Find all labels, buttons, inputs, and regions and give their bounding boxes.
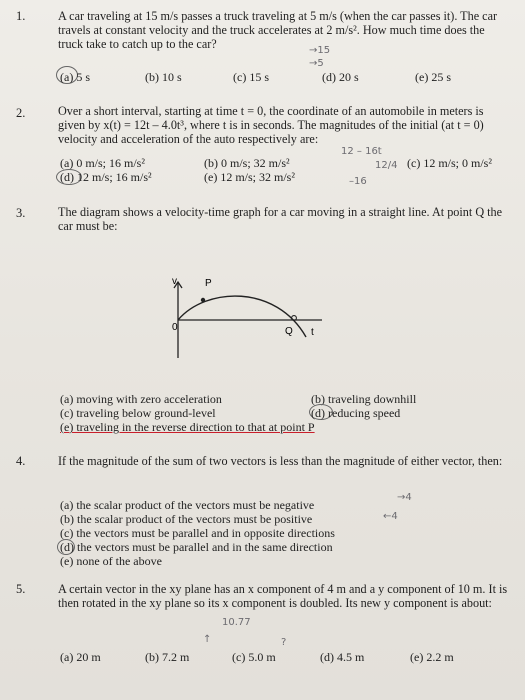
option-e: (e) none of the above — [60, 554, 162, 568]
axis-t-label: t — [311, 327, 314, 338]
handwritten-note: 12/4 — [375, 160, 398, 171]
option-d: (d) the vectors must be parallel and in the same direction — [60, 540, 333, 554]
handwritten-note: ←4 — [383, 511, 398, 522]
option-d: (d) reducing speed — [311, 406, 401, 420]
point-p-label: P — [205, 278, 212, 289]
option-e: (e) 12 m/s; 32 m/s² — [204, 170, 295, 184]
axis-v-label: v — [172, 276, 177, 287]
question-text: The diagram shows a velocity-time graph for a car moving in a straight line. At point Q the car must be: — [58, 205, 503, 233]
question-number: 2. — [16, 106, 26, 120]
question-text: If the magnitude of the sum of two vectors is less than the magnitude of either vector, then: — [58, 454, 503, 468]
question-number: 1. — [16, 9, 26, 23]
handwritten-note: ↑ — [203, 634, 212, 645]
option-e: (e) 25 s — [415, 70, 451, 84]
option-d: (d) 12 m/s; 16 m/s² — [60, 170, 152, 184]
option-d: (d) 20 s — [322, 70, 359, 84]
handwritten-note: →4 — [397, 492, 412, 503]
option-b: (b) 7.2 m — [145, 650, 190, 664]
option-c: (c) the vectors must be parallel and in opposite directions — [60, 526, 335, 540]
question-number: 5. — [16, 582, 26, 596]
option-c: (c) 5.0 m — [232, 650, 276, 664]
option-a: (a) 5 s — [60, 70, 90, 84]
point-p — [201, 298, 205, 302]
origin-label: 0 — [172, 322, 178, 333]
option-b: (b) 10 s — [145, 70, 182, 84]
option-a: (a) 20 m — [60, 650, 101, 664]
option-e: (e) traveling in the reverse direction to that at point P — [60, 420, 315, 434]
option-b: (b) traveling downhill — [311, 392, 417, 406]
option-c: (c) traveling below ground-level — [60, 406, 216, 420]
question-number: 3. — [16, 206, 26, 220]
handwritten-note: ? — [281, 637, 287, 648]
question-text: A car traveling at 15 m/s passes a truck traveling at 5 m/s (when the car passes it). The car travels at constant velocity and the truck accelerates at 2 m/s². How much time does the truck take to catch up to the car? — [58, 9, 498, 51]
option-b: (b) the scalar product of the vectors must be positive — [60, 512, 313, 526]
option-c: (c) 15 s — [233, 70, 269, 84]
option-d: (d) 4.5 m — [320, 650, 365, 664]
question-number: 4. — [16, 454, 26, 468]
option-e: (e) 2.2 m — [410, 650, 454, 664]
handwritten-note: 12 – 16t — [341, 146, 382, 157]
handwritten-note: →5 — [309, 58, 324, 69]
question-text: Over a short interval, starting at time t = 0, the coordinate of an automobile in meters is given by x(t) = 12t – 4.0t³, where t is in seconds. The magnitudes of the initial (at t = 0) velocity and acceleration of the auto respectively are: — [58, 104, 484, 146]
handwritten-note: 10.77 — [222, 617, 251, 628]
option-a: (a) 0 m/s; 16 m/s² — [60, 156, 145, 170]
handwritten-note: →15 — [309, 45, 331, 56]
option-b: (b) 0 m/s; 32 m/s² — [204, 156, 290, 170]
handwritten-note: –16 — [349, 176, 367, 187]
question-text: A certain vector in the xy plane has an x component of 4 m and a y component of 10 m. It is then rotated in the xy plane so its x component is doubled. Its new y component is about: — [58, 582, 508, 610]
point-q-label: Q — [285, 326, 293, 337]
velocity-time-graph — [168, 274, 338, 366]
option-a: (a) the scalar product of the vectors must be negative — [60, 498, 315, 512]
option-c: (c) 12 m/s; 0 m/s² — [407, 156, 492, 170]
option-a: (a) moving with zero acceleration — [60, 392, 222, 406]
